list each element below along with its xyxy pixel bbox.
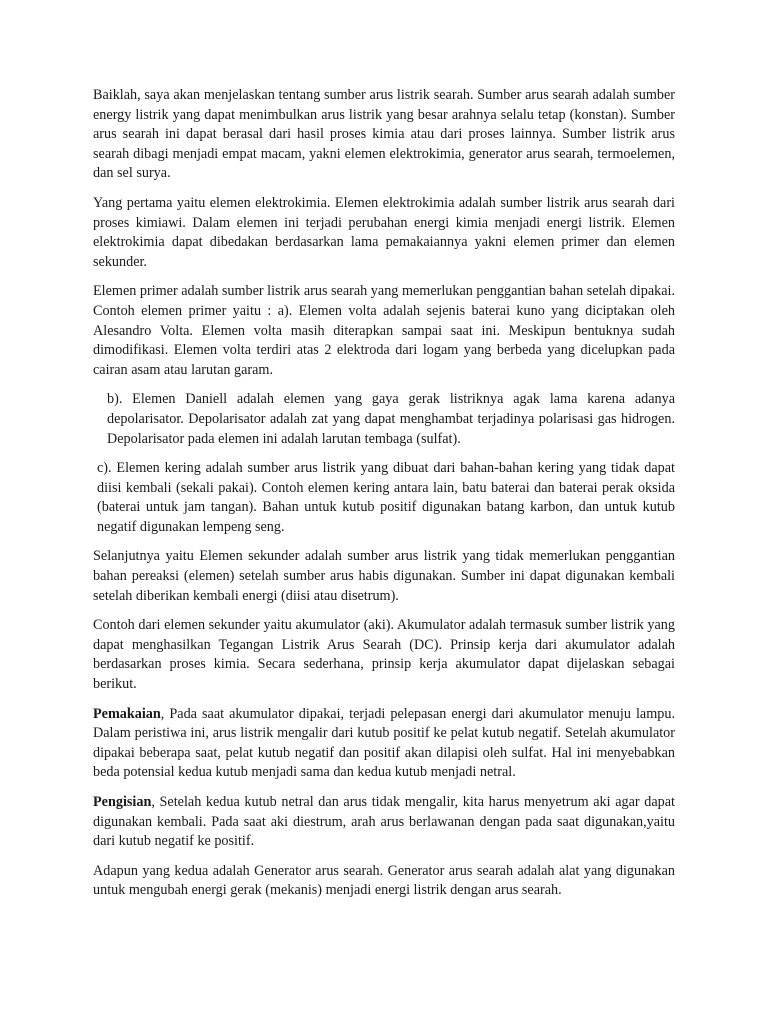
paragraph-elemen-sekunder: Selanjutnya yaitu Elemen sekunder adalah sumber arus listrik yang tidak memerlukan penggantian bahan pereaksi (elemen) setelah sumber arus habis digunakan. Sumber ini dapat digunakan kembali setelah diberikan kembali energi (diisi atau disetrum).: [93, 548, 675, 604]
paragraph-akumulator: Contoh dari elemen sekunder yaitu akumulator (aki). Akumulator adalah termasuk sumber listrik yang dapat menghasilkan Tegangan Listrik Arus Searah (DC). Prinsip kerja dari akumulator adalah berdasarkan proses kimia. Secara sederhana, prinsip kerja akumulator dapat dijelaskan sebagai berikut.: [93, 617, 675, 693]
paragraph-pemakaian: [93, 705, 675, 783]
paragraph-generator: Adapun yang kedua adalah Generator arus searah. Generator arus searah adalah alat yang digunakan untuk mengubah energi gerak (mekanis) menjadi energi listrik dengan arus searah.: [93, 862, 675, 899]
pemakaian-text: , Pada saat akumulator dipakai, terjadi pelepasan energi dari akumulator menuju lampu. Dalam peristiwa ini, arus listrik mengalir dari kutub positif ke pelat kutub negatif. Setelah akumulator dipakai beberapa saat, pelat kutub negatif dan positif akan dilapisi oleh sulfat. Hal ini menyebabkan beda potensial kedua kutub menjadi sama dan kedua kutub menjadi netral.: [93, 705, 675, 781]
pengisian-text: , Setelah kedua kutub netral dan arus tidak mengalir, kita harus menyetrum aki agar dapat digunakan kembali. Pada saat aki diestrum, arah arus berlawanan dengan pada saat digunakan,yaitu dari kutub negatif ke positif.: [93, 794, 675, 850]
paragraph-intro: Baiklah, saya akan menjelaskan tentang sumber arus listrik searah. Sumber arus searah adalah sumber energy listrik yang dapat menimbulkan arus listrik yang besar arahnya selalu tetap (konstan). Sumber arus searah ini dapat berasal dari hasil proses kimia atau dari proses lainnya. Sumber listrik arus searah dibagi menjadi empat macam, yakni elemen elektrokimia, generator arus searah, termoelemen, dan sel surya.: [93, 87, 675, 182]
paragraph-pengisian: [93, 793, 675, 852]
paragraph-elemen-kering: c). Elemen kering adalah sumber arus listrik yang dibuat dari bahan-bahan kering yang tidak dapat diisi kembali (sekali pakai). Contoh elemen kering antara lain, batu baterai dan baterai perak oksida (baterai untuk jam tangan). Bahan untuk kutub positif digunakan batang karbon, dan untuk kutub negatif digunakan lempeng seng.: [97, 460, 675, 535]
pengisian-heading: Pengisian: [93, 794, 152, 810]
paragraph-elemen-daniell: b). Elemen Daniell adalah elemen yang gaya gerak listriknya agak lama karena adanya depolarisator. Depolarisator adalah zat yang dapat menghambat terjadinya polarisasi gas hidrogen. Depolarisator pada elemen ini adalah larutan tembaga (sulfat).: [107, 391, 675, 447]
pemakaian-heading: Pemakaian: [93, 705, 161, 722]
paragraph-elemen-elektrokimia: Yang pertama yaitu elemen elektrokimia. Elemen elektrokimia adalah sumber listrik arus searah dari proses kimiawi. Dalam elemen ini terjadi perubahan energi kimia menjadi energi listrik. Elemen elektrokimia dapat dibedakan berdasarkan lama pemakaiannya yakni elemen primer dan elemen sekunder.: [93, 194, 675, 270]
document-page: [93, 86, 675, 911]
paragraph-elemen-primer: Elemen primer adalah sumber listrik arus searah yang memerlukan penggantian bahan setelah dipakai. Contoh elemen primer yaitu : a). Elemen volta adalah sejenis baterai kuno yang diciptakan oleh Alesandro Volta. Elemen volta masih diterapkan sampai saat ini. Meskipun bentuknya sudah dimodifikasi. Elemen volta terdiri atas 2 elektroda dari logam yang berbeda yang dicelupkan pada cairan asam atau larutan garam.: [93, 283, 675, 378]
